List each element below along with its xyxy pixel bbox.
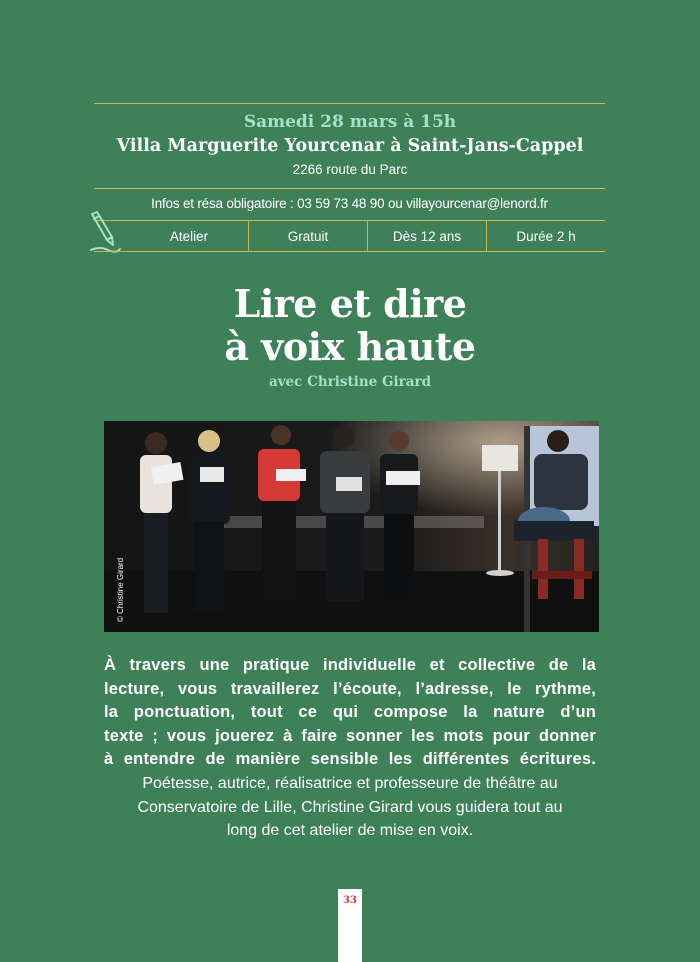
details-bottom-rule [94, 251, 605, 252]
detail-age: Dès 12 ans [367, 221, 486, 251]
page-title [0, 282, 700, 368]
description-intro [104, 654, 596, 772]
event-address: 2266 route du Parc [292, 162, 408, 177]
top-rule [94, 103, 605, 104]
intro-line: texte ; vous jouerez à faire sonner les mots pour donner [104, 726, 596, 745]
intro-line: À travers une pratique individuelle et collective de la [104, 656, 596, 674]
page-subtitle: avec Christine Girard [268, 374, 432, 390]
event-venue: Villa Marguerite Yourcenar à Saint-Jans-Cappel [116, 136, 584, 156]
workshop-photo [104, 421, 599, 632]
booking-info: Infos et résa obligatoire : 03 59 73 48 90 ou villayourcenar@lenord.fr [151, 196, 548, 211]
intro-line: lecture, vous travaillerez l’écoute, l’adresse, le rythme, [104, 679, 596, 698]
bio-line: long de cet atelier de mise en voix. [226, 822, 474, 839]
intro-line: à entendre de manière sensible les différentes écritures. [104, 750, 596, 768]
title-line-1: Lire et dire [233, 281, 467, 326]
detail-duration: Durée 2 h [486, 221, 605, 251]
detail-type: Atelier [169, 228, 209, 244]
detail-price: Gratuit [248, 221, 367, 251]
page-number: 33 [343, 895, 357, 906]
event-details [94, 221, 605, 251]
description-bio [92, 772, 608, 843]
event-date: Samedi 28 mars à 15h [243, 112, 457, 132]
title-line-2: à voix haute [224, 324, 476, 369]
infos-top-rule [94, 188, 605, 189]
bio-line: Conservatoire de Lille, Christine Girard vous guidera tout au [137, 798, 563, 816]
intro-line: la ponctuation, tout ce qui compose la nature d’un [104, 703, 596, 721]
photo-illustration [104, 421, 599, 632]
bio-line: Poétesse, autrice, réalisatrice et professeure de théâtre au [142, 775, 558, 792]
photo-credit: © Christine Girard [116, 557, 125, 622]
